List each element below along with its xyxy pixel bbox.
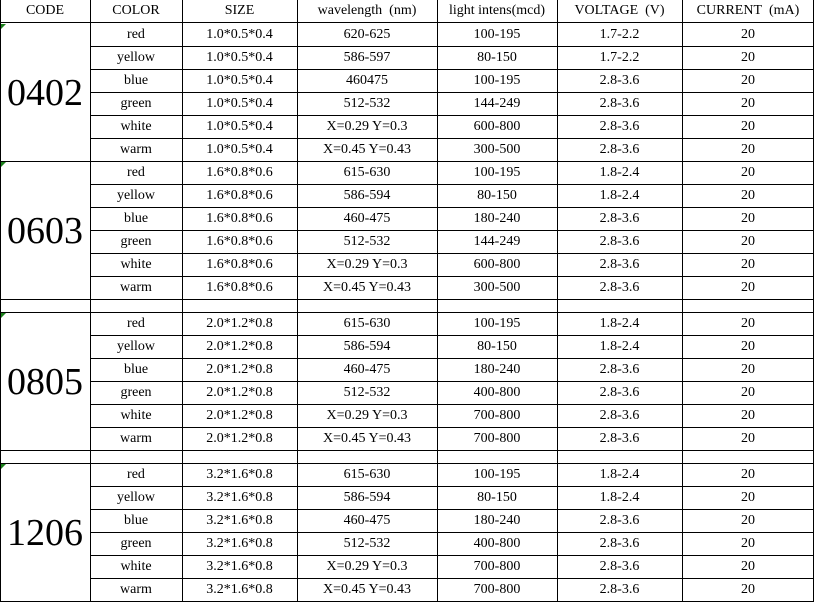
cell-voltage: 2.8-3.6 <box>599 582 640 597</box>
cell-wavelength: 620-625 <box>343 27 391 42</box>
cell-voltage: 2.8-3.6 <box>599 431 640 446</box>
cell-voltage: 1.8-2.4 <box>599 165 640 180</box>
cell-size: 1.0*0.5*0.4 <box>206 50 273 65</box>
cell-color: white <box>120 559 152 574</box>
cell-size: 1.6*0.8*0.6 <box>206 211 273 226</box>
cell-wavelength: 615-630 <box>343 467 391 482</box>
column-rule <box>182 0 183 601</box>
header-rule <box>0 22 814 23</box>
cell-voltage: 1.8-2.4 <box>599 339 640 354</box>
cell-size: 3.2*1.6*0.8 <box>206 559 273 574</box>
code-0805: 0805 <box>7 360 83 403</box>
cell-light-intensity: 300-500 <box>473 280 521 295</box>
cell-light-intensity: 80-150 <box>477 50 517 65</box>
cell-wavelength: 586-594 <box>343 339 391 354</box>
cell-voltage: 2.8-3.6 <box>599 362 640 377</box>
cell-color: white <box>120 119 152 134</box>
cell-size: 3.2*1.6*0.8 <box>206 582 273 597</box>
cell-light-intensity: 300-500 <box>473 142 521 157</box>
cell-light-intensity: 80-150 <box>477 339 517 354</box>
cell-voltage: 2.8-3.6 <box>599 280 640 295</box>
header-current: CURRENT (mA) <box>696 3 800 18</box>
cell-current: 20 <box>741 582 755 597</box>
cell-current: 20 <box>741 490 755 505</box>
code-1206: 1206 <box>7 511 83 554</box>
column-rule <box>557 0 558 601</box>
cell-size: 2.0*1.2*0.8 <box>206 362 273 377</box>
cell-color: yellow <box>116 339 156 354</box>
cell-color: blue <box>123 73 149 88</box>
cell-wavelength: X=0.45 Y=0.43 <box>323 280 411 295</box>
cell-light-intensity: 400-800 <box>473 536 521 551</box>
cell-wavelength: 512-532 <box>343 96 391 111</box>
cell-voltage: 2.8-3.6 <box>599 234 640 249</box>
cell-color: warm <box>120 582 152 597</box>
cell-voltage: 2.8-3.6 <box>599 559 640 574</box>
cell-wavelength: 615-630 <box>343 165 391 180</box>
column-rule <box>437 0 438 601</box>
cell-wavelength: 460-475 <box>343 362 391 377</box>
cell-light-intensity: 180-240 <box>473 362 521 377</box>
cell-voltage: 2.8-3.6 <box>599 536 640 551</box>
cell-voltage: 2.8-3.6 <box>599 257 640 272</box>
cell-color: blue <box>123 362 149 377</box>
cell-color: green <box>120 234 152 249</box>
cell-current: 20 <box>741 536 755 551</box>
cell-size: 1.0*0.5*0.4 <box>206 27 273 42</box>
cell-color: yellow <box>116 490 156 505</box>
cell-color: red <box>127 165 145 180</box>
cell-voltage: 2.8-3.6 <box>599 408 640 423</box>
cell-current: 20 <box>741 142 755 157</box>
cell-voltage: 2.8-3.6 <box>599 73 640 88</box>
cell-current: 20 <box>741 73 755 88</box>
cell-current: 20 <box>741 316 755 331</box>
cell-light-intensity: 144-249 <box>473 96 521 111</box>
cell-current: 20 <box>741 431 755 446</box>
column-rule <box>0 0 1 601</box>
cell-light-intensity: 600-800 <box>473 257 521 272</box>
header-wavelength: wavelength (nm) <box>317 3 417 18</box>
cell-size: 3.2*1.6*0.8 <box>206 513 273 528</box>
cell-current: 20 <box>741 188 755 203</box>
cell-current: 20 <box>741 467 755 482</box>
cell-current: 20 <box>741 559 755 574</box>
cell-size: 2.0*1.2*0.8 <box>206 431 273 446</box>
cell-wavelength: 615-630 <box>343 316 391 331</box>
cell-current: 20 <box>741 408 755 423</box>
cell-current: 20 <box>741 234 755 249</box>
code-0402: 0402 <box>7 71 83 114</box>
cell-wavelength: 460-475 <box>343 211 391 226</box>
group-rule <box>0 450 814 451</box>
cell-current: 20 <box>741 385 755 400</box>
cell-voltage: 2.8-3.6 <box>599 211 640 226</box>
cell-size: 1.6*0.8*0.6 <box>206 188 273 203</box>
cell-voltage: 2.8-3.6 <box>599 142 640 157</box>
cell-wavelength: X=0.29 Y=0.3 <box>326 257 408 272</box>
cell-current: 20 <box>741 50 755 65</box>
cell-voltage: 1.7-2.2 <box>599 27 640 42</box>
cell-current: 20 <box>741 211 755 226</box>
cell-size: 1.6*0.8*0.6 <box>206 280 273 295</box>
cell-wavelength: 512-532 <box>343 536 391 551</box>
cell-size: 1.0*0.5*0.4 <box>206 96 273 111</box>
cell-current: 20 <box>741 27 755 42</box>
cell-light-intensity: 700-800 <box>473 431 521 446</box>
cell-color: white <box>120 257 152 272</box>
cell-color: red <box>127 27 145 42</box>
header-light-intensity: light intens(mcd) <box>448 3 546 18</box>
cell-color: yellow <box>116 188 156 203</box>
cell-size: 1.6*0.8*0.6 <box>206 165 273 180</box>
cell-current: 20 <box>741 280 755 295</box>
cell-wavelength: 586-597 <box>343 50 391 65</box>
cell-wavelength: X=0.29 Y=0.3 <box>326 119 408 134</box>
cell-size: 1.0*0.5*0.4 <box>206 142 273 157</box>
cell-light-intensity: 600-800 <box>473 119 521 134</box>
column-rule <box>297 0 298 601</box>
cell-voltage: 2.8-3.6 <box>599 513 640 528</box>
cell-voltage: 2.8-3.6 <box>599 385 640 400</box>
cell-wavelength: X=0.45 Y=0.43 <box>323 431 411 446</box>
cell-color: red <box>127 467 145 482</box>
cell-light-intensity: 100-195 <box>473 165 521 180</box>
cell-light-intensity: 80-150 <box>477 490 517 505</box>
cell-size: 1.0*0.5*0.4 <box>206 119 273 134</box>
cell-current: 20 <box>741 257 755 272</box>
cell-size: 3.2*1.6*0.8 <box>206 467 273 482</box>
cell-size: 3.2*1.6*0.8 <box>206 490 273 505</box>
cell-voltage: 2.8-3.6 <box>599 96 640 111</box>
cell-wavelength: X=0.29 Y=0.3 <box>326 408 408 423</box>
cell-light-intensity: 100-195 <box>473 467 521 482</box>
cell-current: 20 <box>741 165 755 180</box>
code-0603: 0603 <box>7 209 83 252</box>
cell-size: 1.0*0.5*0.4 <box>206 73 273 88</box>
cell-size: 2.0*1.2*0.8 <box>206 385 273 400</box>
cell-current: 20 <box>741 362 755 377</box>
cell-current: 20 <box>741 339 755 354</box>
cell-current: 20 <box>741 96 755 111</box>
cell-color: warm <box>120 431 152 446</box>
cell-current: 20 <box>741 513 755 528</box>
cell-wavelength: 460475 <box>346 73 388 88</box>
cell-voltage: 1.8-2.4 <box>599 188 640 203</box>
header-code: CODE <box>25 3 65 18</box>
cell-light-intensity: 700-800 <box>473 559 521 574</box>
cell-light-intensity: 700-800 <box>473 582 521 597</box>
cell-color: blue <box>123 211 149 226</box>
cell-wavelength: 586-594 <box>343 188 391 203</box>
cell-size: 2.0*1.2*0.8 <box>206 408 273 423</box>
cell-color: warm <box>120 142 152 157</box>
cell-voltage: 1.8-2.4 <box>599 467 640 482</box>
header-color: COLOR <box>112 3 160 18</box>
cell-light-intensity: 180-240 <box>473 211 521 226</box>
group-rule <box>0 299 814 300</box>
column-rule <box>90 0 91 601</box>
cell-light-intensity: 144-249 <box>473 234 521 249</box>
cell-light-intensity: 80-150 <box>477 188 517 203</box>
column-rule <box>682 0 683 601</box>
cell-color: warm <box>120 280 152 295</box>
cell-wavelength: X=0.45 Y=0.43 <box>323 142 411 157</box>
cell-wavelength: 512-532 <box>343 234 391 249</box>
header-voltage: VOLTAGE (V) <box>574 3 665 18</box>
cell-size: 2.0*1.2*0.8 <box>206 316 273 331</box>
cell-color: green <box>120 385 152 400</box>
cell-size: 1.6*0.8*0.6 <box>206 234 273 249</box>
cell-voltage: 2.8-3.6 <box>599 119 640 134</box>
cell-voltage: 1.8-2.4 <box>599 490 640 505</box>
cell-light-intensity: 100-195 <box>473 27 521 42</box>
cell-light-intensity: 400-800 <box>473 385 521 400</box>
cell-color: white <box>120 408 152 423</box>
cell-voltage: 1.8-2.4 <box>599 316 640 331</box>
cell-color: green <box>120 536 152 551</box>
cell-voltage: 1.7-2.2 <box>599 50 640 65</box>
cell-size: 3.2*1.6*0.8 <box>206 536 273 551</box>
cell-wavelength: 586-594 <box>343 490 391 505</box>
cell-wavelength: X=0.45 Y=0.43 <box>323 582 411 597</box>
cell-current: 20 <box>741 119 755 134</box>
cell-color: red <box>127 316 145 331</box>
cell-color: yellow <box>116 50 156 65</box>
cell-wavelength: X=0.29 Y=0.3 <box>326 559 408 574</box>
cell-size: 1.6*0.8*0.6 <box>206 257 273 272</box>
cell-light-intensity: 100-195 <box>473 316 521 331</box>
cell-light-intensity: 700-800 <box>473 408 521 423</box>
cell-color: green <box>120 96 152 111</box>
cell-light-intensity: 100-195 <box>473 73 521 88</box>
cell-light-intensity: 180-240 <box>473 513 521 528</box>
cell-color: blue <box>123 513 149 528</box>
header-size: SIZE <box>224 3 255 18</box>
cell-wavelength: 460-475 <box>343 513 391 528</box>
cell-wavelength: 512-532 <box>343 385 391 400</box>
cell-size: 2.0*1.2*0.8 <box>206 339 273 354</box>
